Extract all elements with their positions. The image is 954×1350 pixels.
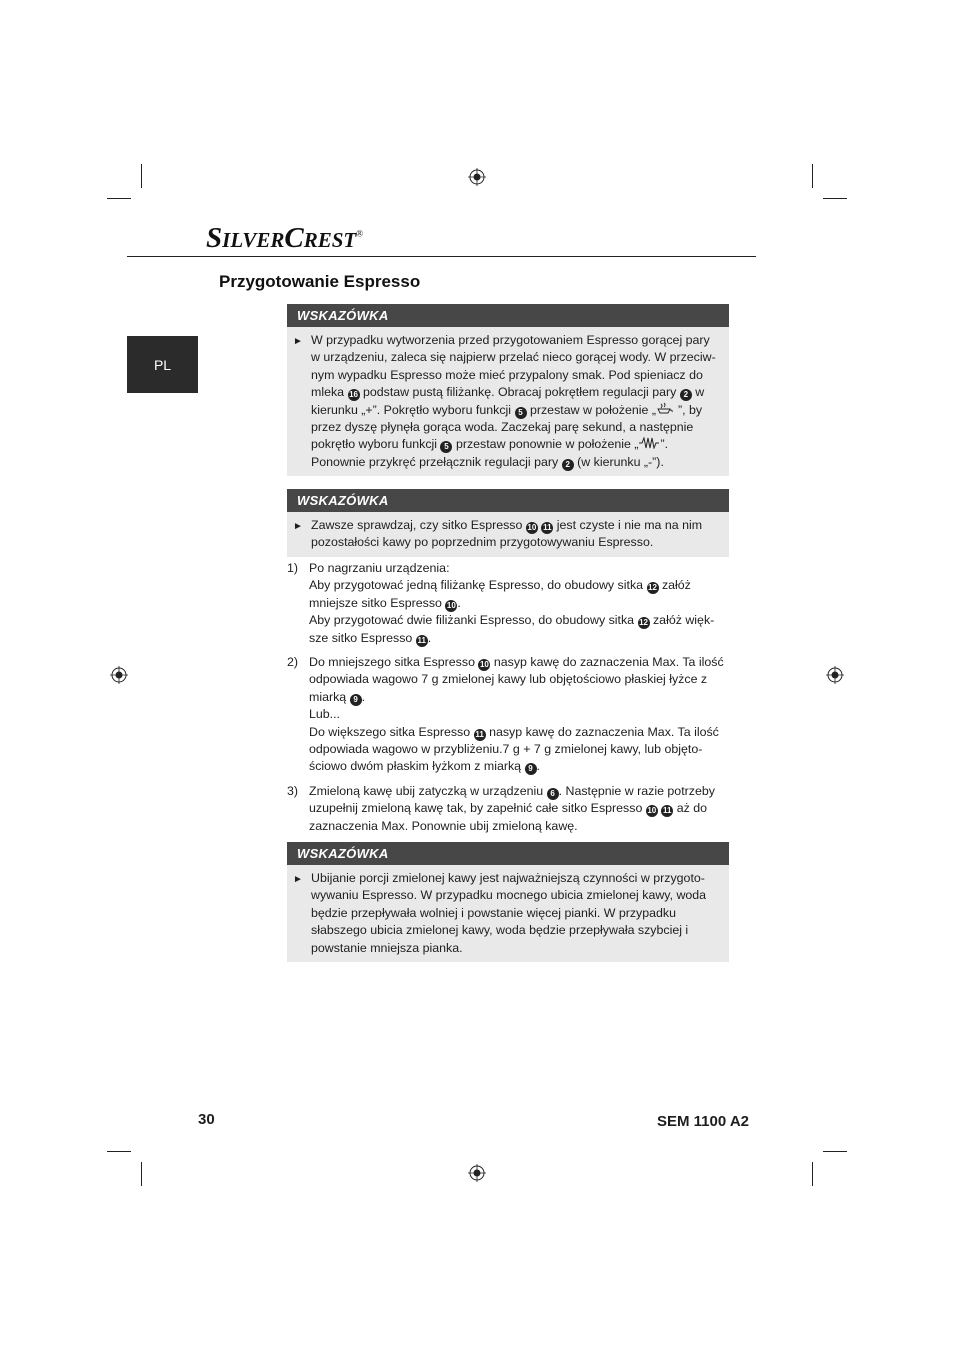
step-text: Aby przygotować dwie filiżanki Espresso, do obudowy sitka <box>309 613 635 628</box>
note-title: WSKAZÓWKA <box>287 304 729 327</box>
step-text: . <box>536 759 540 774</box>
part-number-badge: 2 <box>680 389 692 401</box>
step-text: . Następnie w razie potrzeby uzupełnij zmieloną kawę tak, by zapełnić całe sitko Espresso <box>309 783 715 816</box>
note-text: (w kierunku „-”). <box>577 454 664 469</box>
brand-second-letter: C <box>284 222 304 254</box>
step-item <box>287 654 729 776</box>
crop-mark <box>141 1162 142 1186</box>
note-box-1 <box>287 304 729 476</box>
note-text: ”, by przez dyszę płynęła gorąca woda. Zaczekaj parę sekund, a następnie pokrętło wyboru funkcji <box>311 402 703 452</box>
part-number-badge: 10 <box>647 806 657 816</box>
note-text: przestaw ponownie w położenie „ <box>455 437 639 452</box>
note-box-3 <box>287 842 729 962</box>
step-text: Aby przygotować jedną filiżankę Espresso, do obudowy sitka <box>309 578 644 593</box>
registration-mark-icon <box>826 666 844 684</box>
part-number-badge: 5 <box>440 441 452 453</box>
model-number: SEM 1100 A2 <box>657 1113 749 1130</box>
step-item <box>287 560 729 647</box>
brand-second-rest: REST <box>303 228 357 252</box>
part-number-badge: 2 <box>562 459 574 471</box>
step-text: . <box>361 689 366 704</box>
part-number-badge: 11 <box>475 729 484 739</box>
crop-mark <box>107 198 131 199</box>
step-number: 3) <box>287 783 299 798</box>
note-body <box>287 865 729 962</box>
step-line <box>309 577 729 612</box>
step-text: Do mniejszego sitka Espresso <box>309 655 475 670</box>
crop-mark <box>812 164 813 188</box>
note-text: ”. Ponownie przykręć przełącznik regulacji pary <box>311 437 669 469</box>
step-item <box>287 783 729 835</box>
step-text: Po nagrzaniu urządzenia: <box>309 561 450 575</box>
note-text: w kierunku „+”. Pokrętło wyboru funkcji <box>311 385 705 417</box>
part-number-badge: 5 <box>515 407 527 419</box>
step-text: Zmieloną kawę ubij zatyczką w urządzeniu <box>309 783 544 798</box>
step-text: załóż mniejsze sitko Espresso <box>309 578 691 610</box>
arrow-right-icon: ► <box>293 521 303 532</box>
part-number-badge: 16 <box>349 390 358 400</box>
steps-list <box>287 560 729 842</box>
brand-logo <box>206 222 363 255</box>
crop-mark <box>812 1162 813 1186</box>
note-title: WSKAZÓWKA <box>287 842 729 865</box>
part-number-badge: 12 <box>639 618 648 628</box>
language-tab <box>127 336 198 393</box>
note-text: Zawsze sprawdzaj, czy sitko Espresso <box>311 518 523 532</box>
brand-main-rest: ILVER <box>222 228 285 252</box>
arrow-right-icon: ► <box>293 874 303 885</box>
step-text: nasyp kawę do zaznaczenia Max. Ta ilość odpowiada wagowo w przybliżeniu.7 g + 7 g zmielonej kawy, lub objęto-ściowo dwóm płaskim łyżkom z miarką <box>309 724 719 774</box>
crop-mark <box>823 1151 847 1152</box>
step-line <box>309 724 729 776</box>
part-number-badge: 9 <box>350 694 362 706</box>
registration-mark-icon <box>468 1164 486 1182</box>
note-title: WSKAZÓWKA <box>287 489 729 512</box>
header-rule <box>127 256 756 257</box>
section-title: Przygotowanie Espresso <box>219 272 421 291</box>
step-text: . <box>457 595 461 610</box>
note-text: Ubijanie porcji zmielonej kawy jest najważniejszą czynności w przygoto-wywaniu Espresso. W przypadku mocnego ubicia zmielonej kawy, woda będzie przepływała wolniej i powstanie więcej pianki. W przypadku słabszego ubicia zmielonej kawy, woda będzie przepływała szybciej i powstanie mniejsza pianka. <box>311 871 707 955</box>
note-body <box>287 327 729 476</box>
step-line <box>309 612 729 647</box>
note-text: podstaw pustą filiżankę. Obracaj pokrętłem regulacji pary <box>362 385 677 400</box>
part-number-badge: 10 <box>479 660 489 670</box>
step-text: . <box>427 630 432 645</box>
part-number-badge: 10 <box>446 600 456 610</box>
registration-mark-icon <box>110 666 128 684</box>
brand-registered-mark: ® <box>356 228 364 239</box>
crop-mark <box>823 198 847 199</box>
part-number-badge: 11 <box>543 523 552 532</box>
part-number-badge: 11 <box>417 635 426 645</box>
note-text: W przypadku wytworzenia przed przygotowaniem Espresso gorącej pary w urządzeniu, zaleca się najpierw przelać nieco gorącej wody. W przeciw-nym wypadku Espresso może mieć przypalony smak. Pod spieniacz do mleka <box>311 333 716 400</box>
page-number: 30 <box>198 1111 215 1128</box>
step-text: aż do zaznaczenia Max. Ponownie ubij zmieloną kawę. <box>309 801 708 833</box>
part-number-badge: 6 <box>547 788 559 800</box>
part-number-badge: 11 <box>663 806 672 816</box>
registration-mark-icon <box>468 168 486 186</box>
note-box-2 <box>287 489 729 557</box>
step-line <box>309 783 729 835</box>
step-number: 2) <box>287 655 299 670</box>
note-body <box>287 512 729 557</box>
part-number-badge: 12 <box>648 583 657 593</box>
step-number: 1) <box>287 561 299 575</box>
step-text: Lub... <box>309 707 341 722</box>
note-text: przestaw w położenie „ <box>529 402 656 417</box>
step-text: załóż więk-sze sitko Espresso <box>309 613 715 645</box>
part-number-badge: 10 <box>527 523 537 532</box>
step-text: Do większego sitka Espresso <box>309 724 471 739</box>
language-tab-label: PL <box>153 356 172 373</box>
crop-mark <box>107 1151 131 1152</box>
note-text: jest czyste i nie ma na nim pozostałości kawy po poprzednim przygotowywaniu Espresso. <box>311 518 703 550</box>
brand-first-letter: S <box>206 222 223 254</box>
steam-icon <box>638 437 660 449</box>
arrow-right-icon: ► <box>293 336 303 347</box>
step-text: nasyp kawę do zaznaczenia Max. Ta ilość odpowiada wagowo 7 g zmielonej kawy lub objętościowo płaskiej łyżce z miarką <box>309 655 724 704</box>
step-line <box>309 654 729 706</box>
hot-water-icon <box>656 402 678 416</box>
part-number-badge: 9 <box>525 763 537 775</box>
crop-mark <box>141 164 142 188</box>
